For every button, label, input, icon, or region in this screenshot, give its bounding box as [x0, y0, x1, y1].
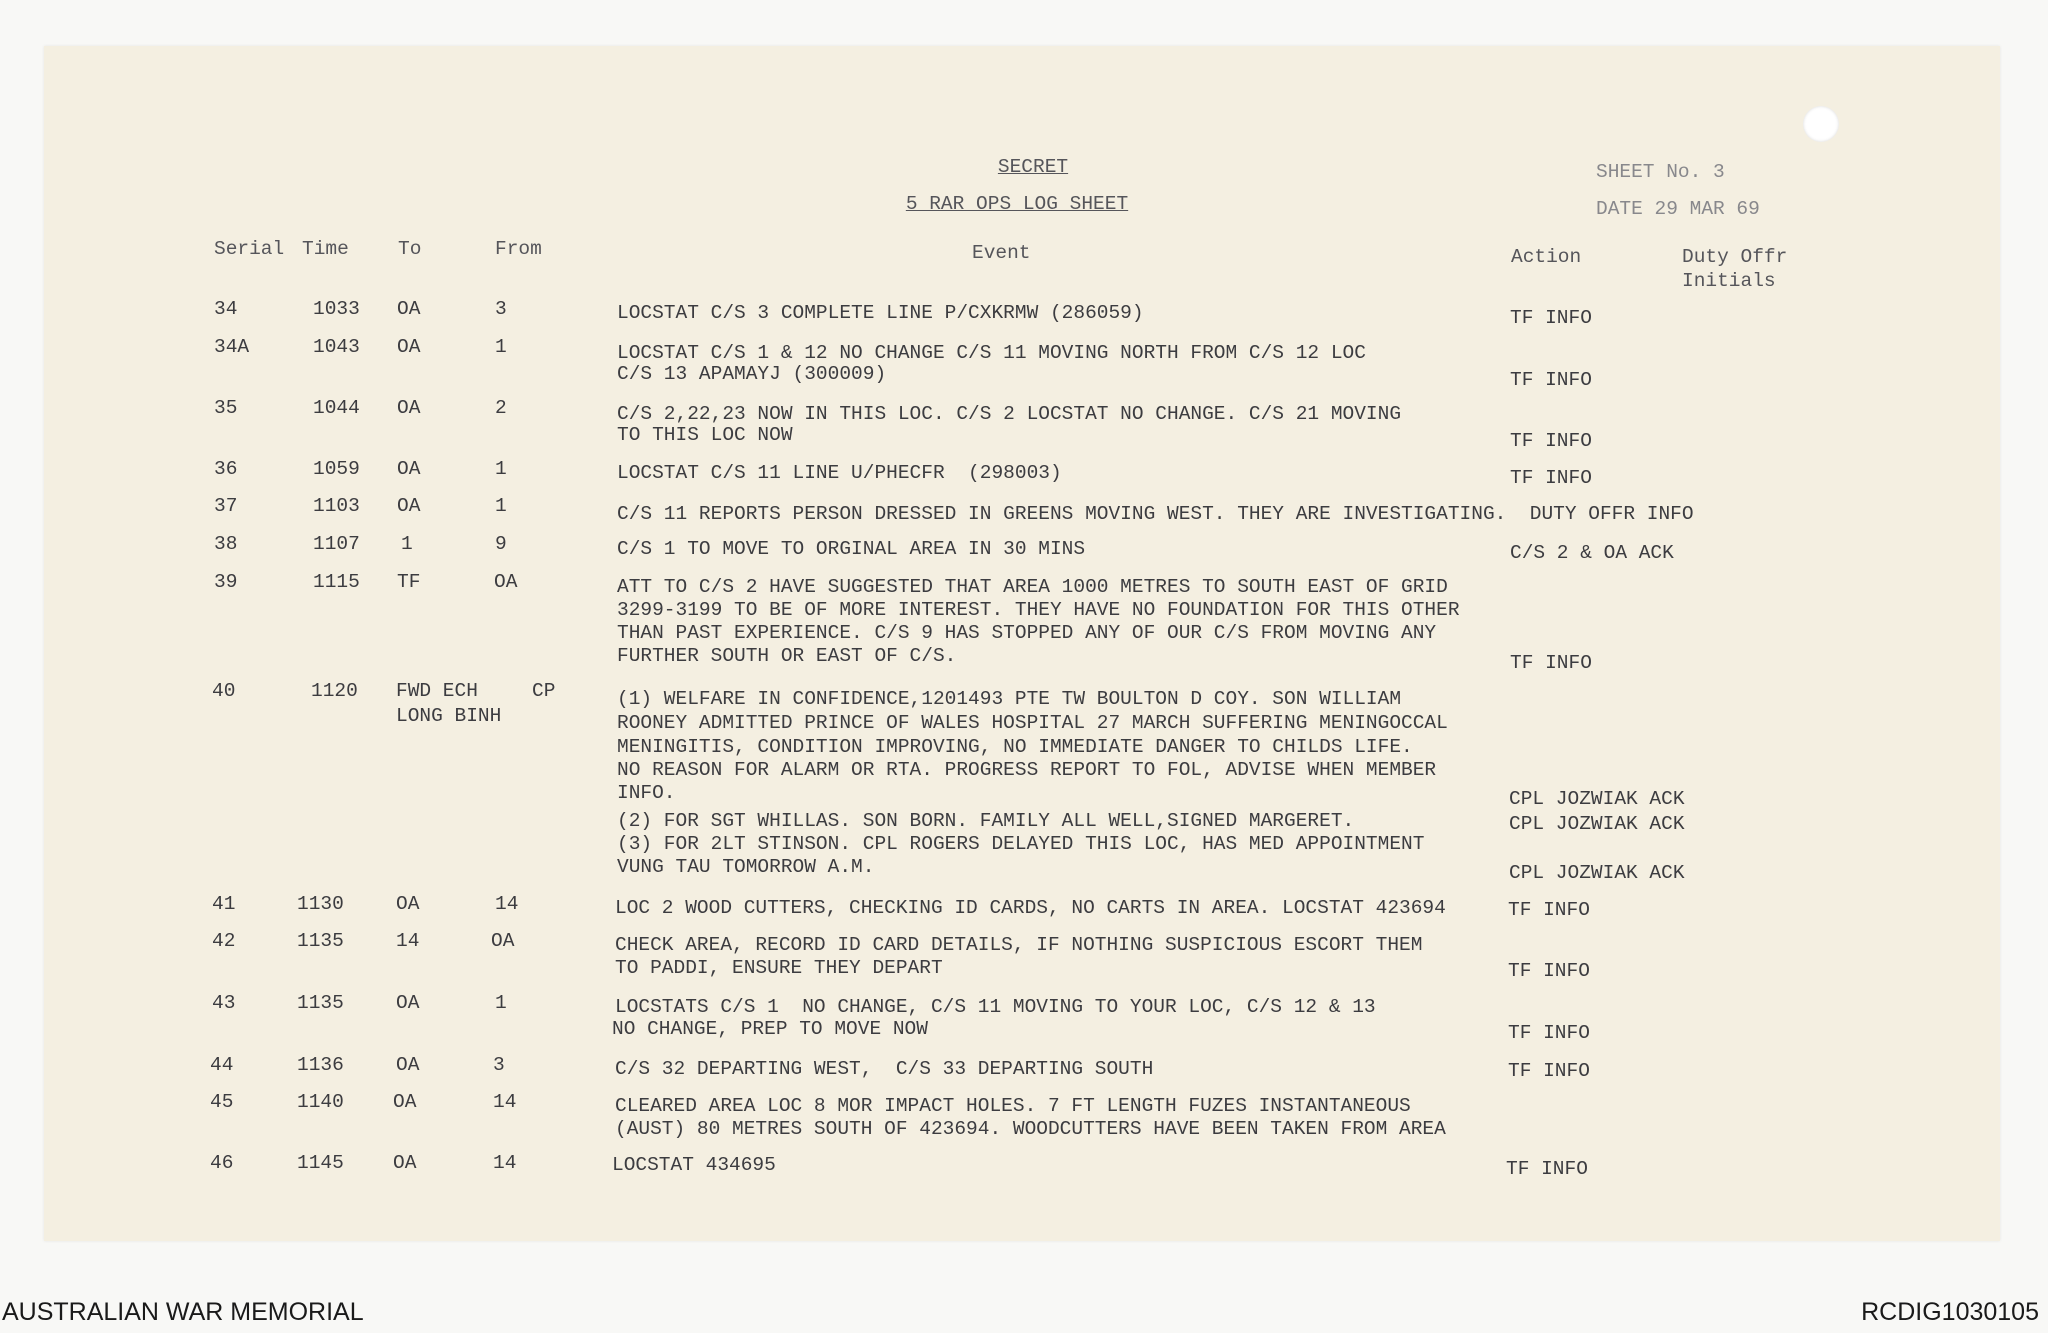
entry-from: 3	[493, 1054, 505, 1076]
entry-event-line: TO THIS LOC NOW	[617, 424, 793, 446]
log-entry-45	[0, 1091, 2048, 1140]
entry-action: TF INFO	[1508, 899, 1590, 921]
sheet-number: SHEET No. 3	[1596, 161, 1725, 183]
entry-action: TF INFO	[1508, 1060, 1590, 1082]
sheet-title: 5 RAR OPS LOG SHEET	[905, 193, 1129, 215]
log-entry-37	[0, 495, 2048, 525]
entry-action: CPL JOZWIAK ACK	[1509, 862, 1685, 884]
entry-action: CPL JOZWIAK ACK	[1509, 788, 1685, 810]
log-entry-38	[0, 533, 2048, 564]
entry-event-line: (1) WELFARE IN CONFIDENCE,1201493 PTE TW BOULTON D COY. SON WILLIAM	[617, 688, 1402, 710]
entry-to: OA	[397, 495, 421, 517]
entry-from: 1	[495, 992, 507, 1014]
entry-time: 1135	[297, 930, 344, 952]
entry-event-line: (2) FOR SGT WHILLAS. SON BORN. FAMILY ALL WELL,SIGNED MARGERET.	[617, 810, 1355, 832]
col-header-action: Action	[1511, 246, 1582, 268]
entry-event-line: LOC 2 WOOD CUTTERS, CHECKING ID CARDS, NO CARTS IN AREA. LOCSTAT 423694	[615, 897, 1446, 919]
entry-event-line: ATT TO C/S 2 HAVE SUGGESTED THAT AREA 1000 METRES TO SOUTH EAST OF GRID	[617, 576, 1448, 598]
entry-time: 1103	[313, 495, 360, 517]
entry-action: TF INFO	[1506, 1158, 1588, 1180]
entry-serial: 36	[214, 458, 238, 480]
entry-event-line: C/S 1 TO MOVE TO ORGINAL AREA IN 30 MINS	[617, 538, 1086, 560]
entry-event-line: LOCSTAT C/S 11 LINE U/PHECFR (298003)	[617, 462, 1062, 484]
entry-time: 1140	[297, 1091, 344, 1113]
entry-to: OA	[396, 1054, 420, 1076]
entry-to: OA	[396, 893, 420, 915]
entry-serial: 42	[212, 930, 236, 952]
entry-event-line: LOCSTAT C/S 3 COMPLETE LINE P/CXKRMW (286059)	[617, 302, 1144, 324]
entry-event-line: NO CHANGE, PREP TO MOVE NOW	[612, 1018, 928, 1040]
entry-serial: 41	[212, 893, 236, 915]
entry-from: OA	[491, 930, 515, 952]
entry-time: 1033	[313, 298, 360, 320]
sheet-date: DATE 29 MAR 69	[1596, 198, 1760, 220]
entry-event-line: LOCSTAT 434695	[612, 1154, 776, 1176]
entry-action: TF INFO	[1510, 467, 1592, 489]
entry-serial: 46	[210, 1152, 234, 1174]
entry-to-location: LONG BINH	[396, 705, 502, 727]
log-entry-34	[0, 298, 2048, 329]
entry-time: 1130	[297, 893, 344, 915]
entry-event-line: C/S 11 REPORTS PERSON DRESSED IN GREENS MOVING WEST. THEY ARE INVESTIGATING. DUTY OFFR INFO	[617, 503, 1694, 525]
col-header-duty-offr: Duty Offr	[1682, 246, 1788, 268]
entry-from: CP	[532, 680, 556, 702]
entry-to: OA	[397, 458, 421, 480]
entry-event-line: FURTHER SOUTH OR EAST OF C/S.	[617, 645, 957, 667]
entry-time: 1115	[313, 571, 360, 593]
entry-event-line: CHECK AREA, RECORD ID CARD DETAILS, IF NOTHING SUSPICIOUS ESCORT THEM	[615, 934, 1423, 956]
entry-from: 1	[495, 336, 507, 358]
entry-to: OA	[397, 298, 421, 320]
entry-serial: 34A	[214, 336, 250, 358]
entry-event-line: MENINGITIS, CONDITION IMPROVING, NO IMMEDIATE DANGER TO CHILDS LIFE.	[617, 736, 1413, 758]
col-header-time: Time	[302, 238, 349, 260]
entry-from: 14	[493, 1091, 517, 1113]
entry-time: 1044	[313, 397, 360, 419]
entry-to: FWD ECH	[396, 680, 478, 702]
entry-action: C/S 2 & OA ACK	[1510, 542, 1674, 564]
entry-event-line: LOCSTATS C/S 1 NO CHANGE, C/S 11 MOVING TO YOUR LOC, C/S 12 & 13	[615, 996, 1376, 1018]
punch-hole	[1803, 106, 1839, 142]
classification-heading: SECRET	[997, 156, 1069, 178]
entry-event-line: INFO.	[617, 782, 676, 804]
entry-serial: 44	[210, 1054, 234, 1076]
entry-time: 1135	[297, 992, 344, 1014]
entry-event-line: ROONEY ADMITTED PRINCE OF WALES HOSPITAL 27 MARCH SUFFERING MENINGOCCAL	[617, 712, 1448, 734]
entry-from: 1	[495, 458, 507, 480]
entry-time: 1120	[311, 680, 358, 702]
entry-event-line: C/S 13 APAMAYJ (300009)	[617, 363, 887, 385]
entry-event-line: CLEARED AREA LOC 8 MOR IMPACT HOLES. 7 FT LENGTH FUZES INSTANTANEOUS	[615, 1095, 1411, 1117]
entry-event-line: THAN PAST EXPERIENCE. C/S 9 HAS STOPPED ANY OF OUR C/S FROM MOVING ANY	[617, 622, 1437, 644]
entry-to: TF	[397, 571, 421, 593]
entry-action: TF INFO	[1510, 369, 1592, 391]
entry-from: OA	[494, 571, 518, 593]
entry-action: TF INFO	[1510, 307, 1592, 329]
entry-to: OA	[393, 1152, 417, 1174]
entry-serial: 40	[212, 680, 236, 702]
entry-to: OA	[397, 397, 421, 419]
entry-action: TF INFO	[1510, 430, 1592, 452]
log-entry-44	[0, 1054, 2048, 1082]
log-entry-43	[0, 992, 2048, 1044]
entry-to: 14	[396, 930, 420, 952]
log-entry-46	[0, 1152, 2048, 1180]
footer-record-id: RCDIG1030105	[1861, 1298, 2039, 1326]
entry-action: TF INFO	[1508, 960, 1590, 982]
col-header-initials: Initials	[1682, 270, 1776, 292]
log-entry-35	[0, 397, 2048, 452]
entry-from: 1	[495, 495, 507, 517]
entry-serial: 39	[214, 571, 238, 593]
log-entry-39	[0, 571, 2048, 674]
entry-serial: 38	[214, 533, 238, 555]
entry-action: CPL JOZWIAK ACK	[1509, 813, 1685, 835]
log-entry-40	[0, 680, 2048, 884]
entry-serial: 45	[210, 1091, 234, 1113]
entry-time: 1059	[313, 458, 360, 480]
col-header-to: To	[398, 238, 422, 260]
entry-action: TF INFO	[1510, 652, 1592, 674]
entry-event-line: NO REASON FOR ALARM OR RTA. PROGRESS REPORT TO FOL, ADVISE WHEN MEMBER	[617, 759, 1437, 781]
entry-event-line: C/S 2,22,23 NOW IN THIS LOC. C/S 2 LOCSTAT NO CHANGE. C/S 21 MOVING	[617, 403, 1402, 425]
col-header-event: Event	[972, 242, 1031, 264]
entry-to: OA	[397, 336, 421, 358]
log-entry-34a	[0, 336, 2048, 391]
entry-time: 1136	[297, 1054, 344, 1076]
entry-event-line: 3299-3199 TO BE OF MORE INTEREST. THEY HAVE NO FOUNDATION FOR THIS OTHER	[617, 599, 1460, 621]
log-entry-41	[0, 893, 2048, 921]
entry-event-line: VUNG TAU TOMORROW A.M.	[617, 856, 875, 878]
col-header-serial: Serial	[214, 238, 285, 260]
entry-time: 1145	[297, 1152, 344, 1174]
entry-from: 9	[495, 533, 507, 555]
entry-action: TF INFO	[1508, 1022, 1590, 1044]
entry-event-line: LOCSTAT C/S 1 & 12 NO CHANGE C/S 11 MOVING NORTH FROM C/S 12 LOC	[617, 342, 1366, 364]
col-header-from: From	[495, 238, 542, 260]
entry-serial: 34	[214, 298, 238, 320]
entry-time: 1043	[313, 336, 360, 358]
entry-serial: 37	[214, 495, 238, 517]
entry-from: 14	[493, 1152, 517, 1174]
log-entry-42	[0, 930, 2048, 982]
entry-from: 14	[495, 893, 519, 915]
entry-to: OA	[396, 992, 420, 1014]
log-entry-36	[0, 458, 2048, 489]
entry-serial: 35	[214, 397, 238, 419]
entry-to: 1	[401, 533, 413, 555]
entry-serial: 43	[212, 992, 236, 1014]
entry-event-line: TO PADDI, ENSURE THEY DEPART	[615, 957, 943, 979]
entry-to: OA	[393, 1091, 417, 1113]
entry-time: 1107	[313, 533, 360, 555]
entry-event-line: (3) FOR 2LT STINSON. CPL ROGERS DELAYED THIS LOC, HAS MED APPOINTMENT	[617, 833, 1425, 855]
entry-event-line: (AUST) 80 METRES SOUTH OF 423694. WOODCUTTERS HAVE BEEN TAKEN FROM AREA	[615, 1118, 1446, 1140]
entry-from: 3	[495, 298, 507, 320]
entry-event-line: C/S 32 DEPARTING WEST, C/S 33 DEPARTING SOUTH	[615, 1058, 1154, 1080]
entry-from: 2	[495, 397, 507, 419]
footer-institution: AUSTRALIAN WAR MEMORIAL	[2, 1298, 364, 1326]
